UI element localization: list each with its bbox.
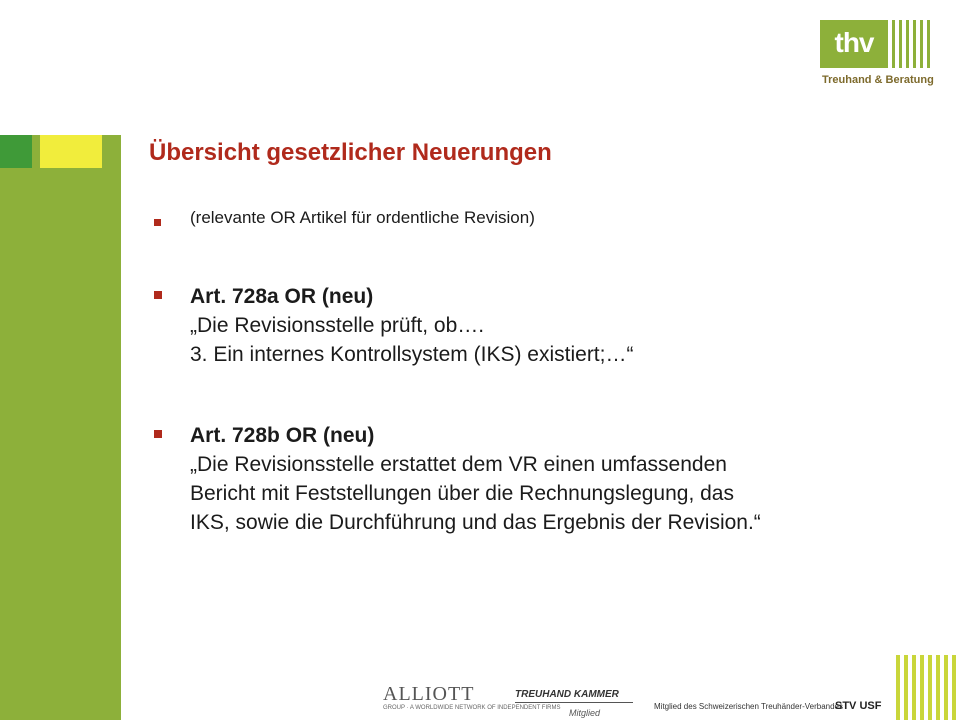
- bullet-marker: [154, 219, 161, 226]
- accent-square-yellow: [40, 135, 102, 168]
- bullet-heading: Art. 728a OR (neu): [190, 285, 374, 308]
- stv-logo: STV USF: [835, 700, 882, 712]
- stv-membership-text: Mitglied des Schweizerischen Treuhänder-Verbandes: [654, 702, 843, 711]
- bullet-text-relevante: (relevante OR Artikel für ordentliche Revision): [190, 208, 535, 227]
- alliott-logo: [383, 683, 561, 712]
- treuhand-kammer-logo: [515, 688, 633, 703]
- bullet-line: „Die Revisionsstelle erstattet dem VR einen umfassenden: [190, 453, 727, 476]
- left-accent-bar: [0, 135, 121, 720]
- bullet-marker: [154, 430, 162, 438]
- bullet-art-728b: [190, 421, 761, 537]
- footer-logos: [383, 684, 883, 720]
- corner-stripes-icon: [894, 655, 960, 720]
- bullet-heading: Art. 728b OR (neu): [190, 424, 375, 447]
- logo-stripes-icon: [892, 20, 932, 68]
- slide-title: Übersicht gesetzlicher Neuerungen: [149, 139, 552, 166]
- bullet-line: Bericht mit Feststellungen über die Rechnungslegung, das: [190, 482, 734, 505]
- treuhand-kammer-name: TREUHAND KAMMER: [515, 689, 619, 700]
- bullet-line: IKS, sowie die Durchführung und das Ergebnis der Revision.“: [190, 511, 761, 534]
- logo-brand-text: thv: [834, 27, 874, 58]
- accent-square-green: [0, 135, 32, 168]
- alliott-name: ALLIOTT: [383, 683, 475, 705]
- bullet-line: „Die Revisionsstelle prüft, ob….: [190, 314, 485, 337]
- bullet-marker: [154, 291, 162, 299]
- logo-tagline: Treuhand & Beratung: [822, 74, 934, 86]
- alliott-subtitle: GROUP · A WORLDWIDE NETWORK OF INDEPENDENT FIRMS: [383, 705, 561, 711]
- bullet-line: 3. Ein internes Kontrollsystem (IKS) existiert;…“: [190, 343, 634, 366]
- bullet-art-728a: [190, 282, 633, 369]
- treuhand-kammer-mitglied: Mitglied: [569, 708, 601, 718]
- thv-logo: [820, 20, 932, 90]
- logo-box: [820, 20, 888, 68]
